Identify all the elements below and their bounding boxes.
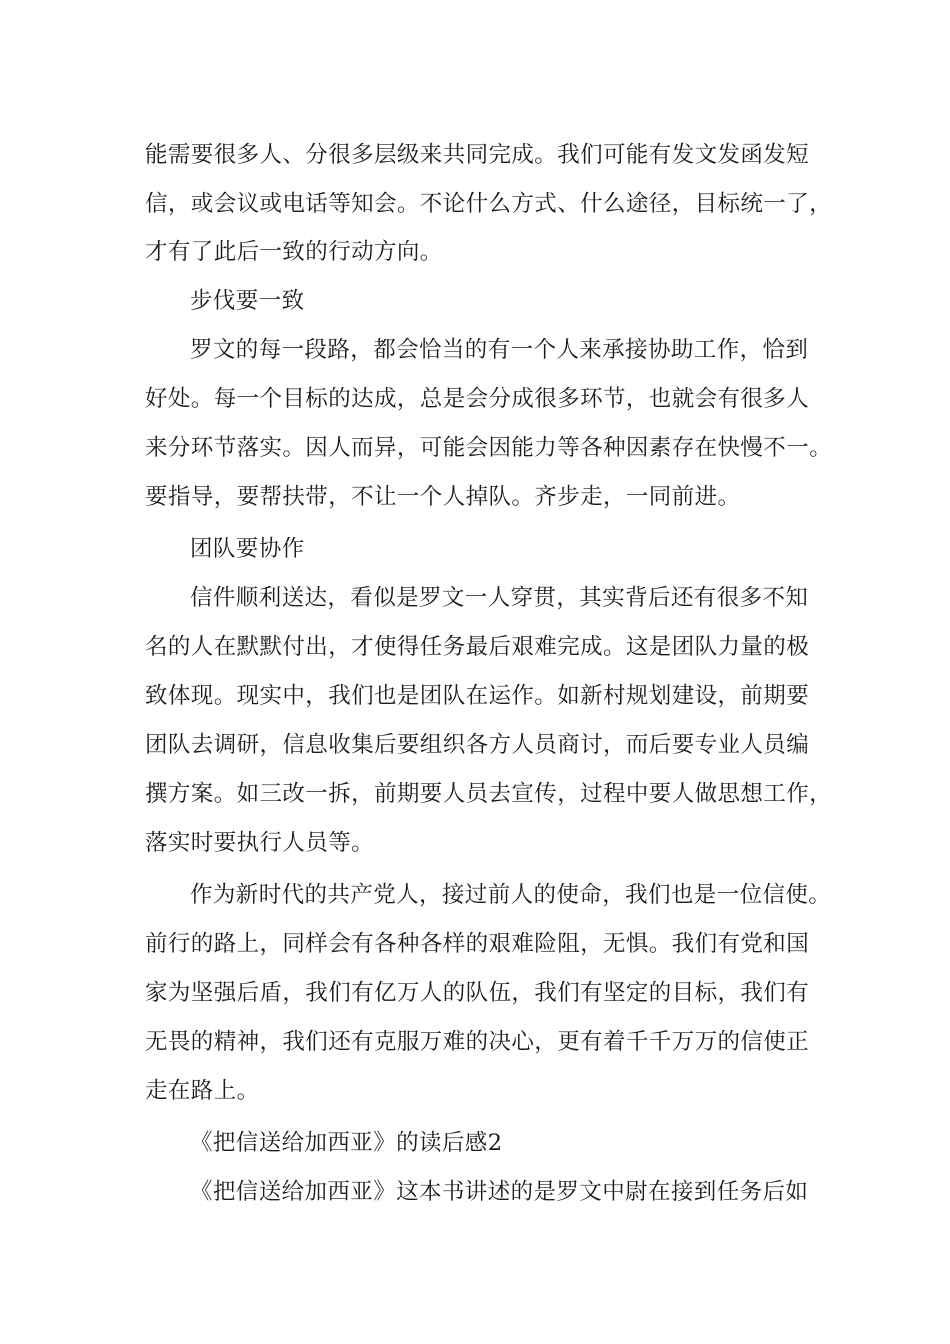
paragraph-line: 前行的路上，同样会有各种各样的艰难险阻，无惧。我们有党和国 xyxy=(145,931,810,957)
paragraph-line: 无畏的精神，我们还有克服万难的决心，更有着千千万万的信使正 xyxy=(145,1029,810,1055)
section-heading: 团队要协作 xyxy=(190,536,305,562)
paragraph-line: 信件顺利送达，看似是罗文一人穿贯，其实背后还有很多不知 xyxy=(190,585,809,611)
section-heading: 《把信送给加西亚》的读后感2 xyxy=(190,1130,503,1156)
paragraph-line: 要指导，要帮扶带，不让一个人掉队。齐步走，一同前进。 xyxy=(145,484,741,510)
paragraph-line: 名的人在默默付出，才使得任务最后艰难完成。这是团队力量的极 xyxy=(145,634,810,660)
paragraph-line: 作为新时代的共产党人，接过前人的使命，我们也是一位信使。 xyxy=(190,882,832,908)
paragraph-line: 来分环节落实。因人而异，可能会因能力等各种因素存在快慢不一。 xyxy=(145,435,833,461)
paragraph-line: 家为坚强后盾，我们有亿万人的队伍，我们有坚定的目标，我们有 xyxy=(145,980,810,1006)
paragraph-line: 撰方案。如三改一拆，前期要人员去宣传，过程中要人做思想工作， xyxy=(145,781,833,807)
section-heading: 步伐要一致 xyxy=(190,288,305,314)
paragraph-line: 《把信送给加西亚》这本书讲述的是罗文中尉在接到任务后如 xyxy=(190,1179,809,1205)
paragraph-line: 团队去调研，信息收集后要组织各方人员商讨，而后要专业人员编 xyxy=(145,732,810,758)
paragraph-line: 信，或会议或电话等知会。不论什么方式、什么途径，目标统一了， xyxy=(145,191,833,217)
paragraph-line: 才有了此后一致的行动方向。 xyxy=(145,239,443,265)
paragraph-line: 罗文的每一段路，都会恰当的有一个人来承接协助工作，恰到 xyxy=(190,337,809,363)
paragraph-line: 走在路上。 xyxy=(145,1078,260,1104)
paragraph-line: 能需要很多人、分很多层级来共同完成。我们可能有发文发函发短 xyxy=(145,142,810,168)
paragraph-line: 好处。每一个目标的达成，总是会分成很多环节，也就会有很多人 xyxy=(145,386,810,412)
paragraph-line: 落实时要执行人员等。 xyxy=(145,830,375,856)
paragraph-line: 致体现。现实中，我们也是团队在运作。如新村规划建设，前期要 xyxy=(145,683,810,709)
